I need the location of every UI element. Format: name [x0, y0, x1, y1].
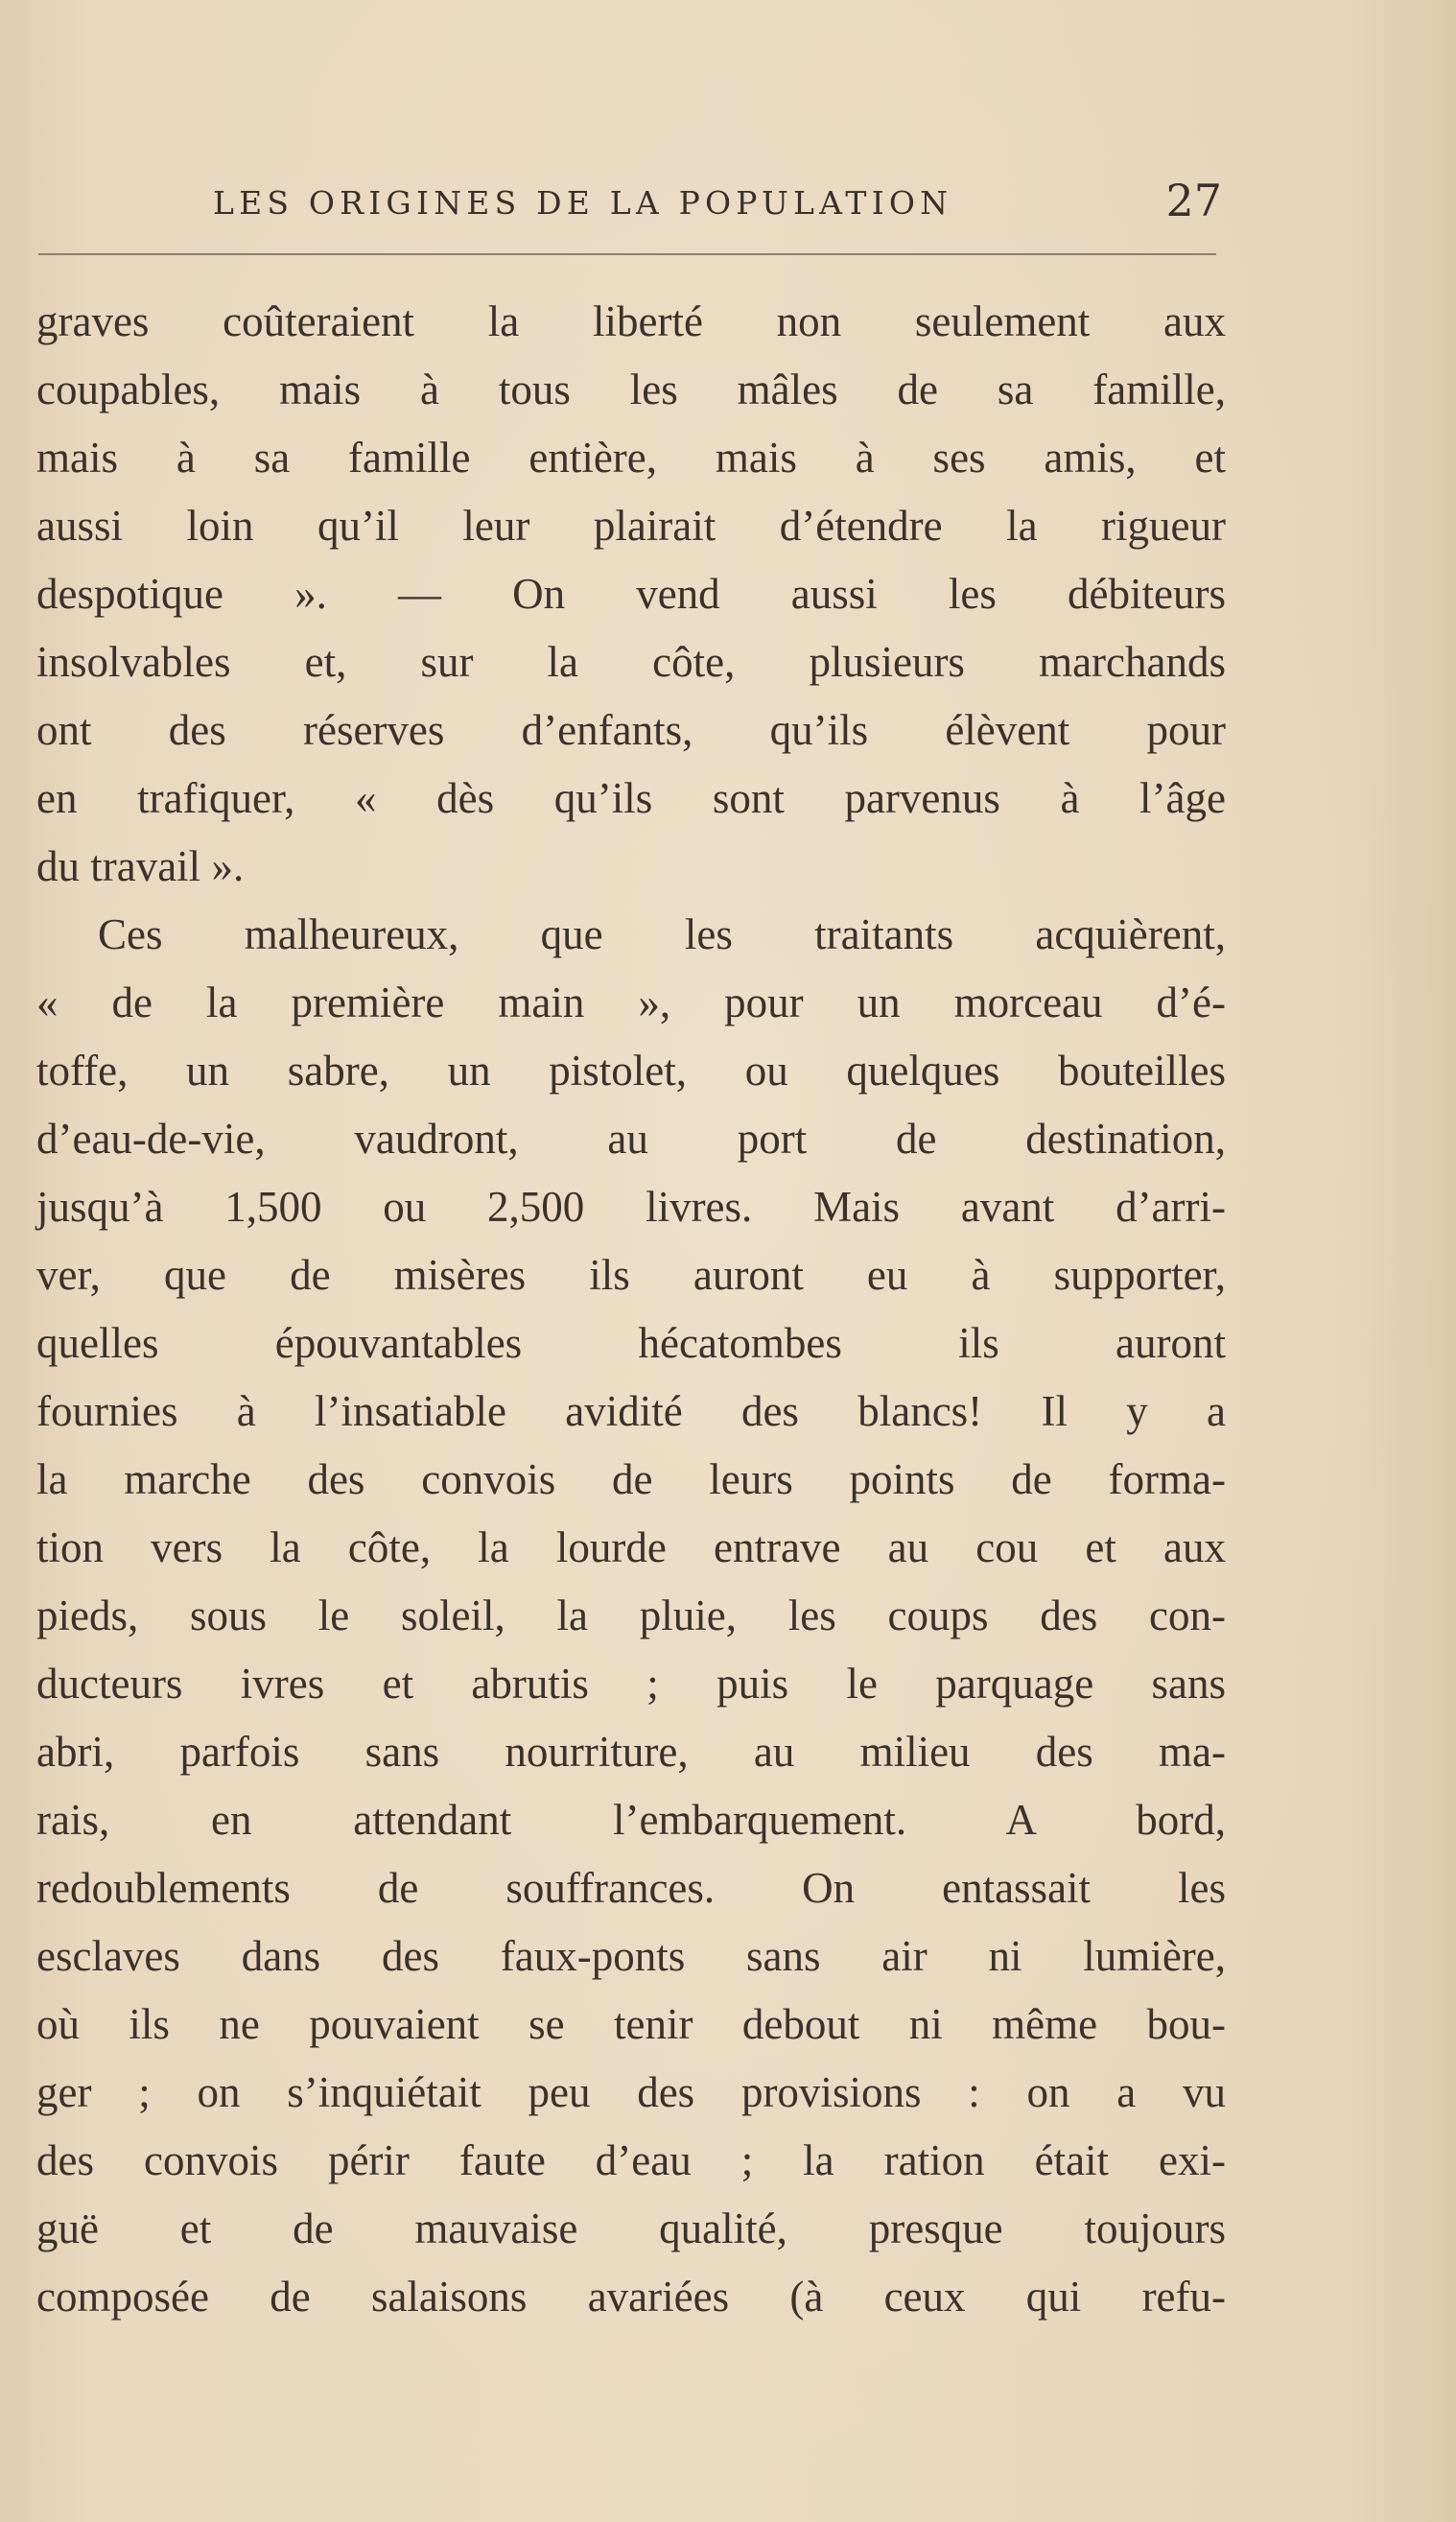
text-line: tion vers la côte, la lourde entrave au cou et aux	[36, 1523, 1226, 1571]
text-line: insolvables et, sur la côte, plusieurs marchands	[36, 638, 1226, 686]
text-line: quelles épouvantables hécatombes ils auront	[36, 1319, 1226, 1367]
text-line: ger ; on s’inquiétait peu des provisions : on a vu	[36, 2068, 1226, 2116]
text-line: mais à sa famille entière, mais à ses amis, et	[36, 434, 1226, 482]
text-line: jusqu’à 1,500 ou 2,500 livres. Mais avant d’arri-	[36, 1183, 1226, 1231]
header-rule	[38, 253, 1216, 255]
text-line: coupables, mais à tous les mâles de sa famille,	[36, 365, 1226, 413]
text-line: fournies à l’insatiable avidité des blancs! Il y a	[36, 1387, 1226, 1435]
text-line: rais, en attendant l’embarquement. A bord,	[36, 1796, 1226, 1844]
text-line: aussi loin qu’il leur plairait d’étendre la rigueur	[36, 502, 1226, 550]
text-line: ont des réserves d’enfants, qu’ils élèvent pour	[36, 706, 1226, 754]
text-line: « de la première main », pour un morceau d’é-	[36, 978, 1226, 1026]
text-line: esclaves dans des faux-ponts sans air ni lumière,	[36, 1932, 1226, 1980]
text-line: toffe, un sabre, un pistolet, ou quelques bouteilles	[36, 1047, 1226, 1095]
text-line: d’eau-de-vie, vaudront, au port de destination,	[36, 1115, 1226, 1163]
text-line: ver, que de misères ils auront eu à supporter,	[36, 1251, 1226, 1299]
text-line: despotique ». — On vend aussi les débiteurs	[36, 570, 1226, 618]
text-line: graves coûteraient la liberté non seulement aux	[36, 297, 1226, 345]
text-line: pieds, sous le soleil, la pluie, les coups des con-	[36, 1591, 1226, 1639]
text-line: composée de salaisons avariées (à ceux qui refu-	[36, 2273, 1226, 2321]
text-line: la marche des convois de leurs points de forma-	[36, 1455, 1226, 1503]
text-line: ducteurs ivres et abrutis ; puis le parquage sans	[36, 1660, 1226, 1708]
running-title: LES ORIGINES DE LA POPULATION	[213, 184, 953, 222]
text-line: redoublements de souffrances. On entassait les	[36, 1864, 1226, 1912]
text-line: en trafiquer, « dès qu’ils sont parvenus à l’âge	[36, 774, 1226, 822]
page-header	[213, 175, 1222, 242]
text-line: des convois périr faute d’eau ; la ration était exi-	[36, 2136, 1226, 2184]
paragraph-start-line: Ces malheureux, que les traitants acquièrent,	[98, 910, 1226, 958]
body-text	[36, 288, 1226, 2331]
page-number: 27	[1165, 175, 1222, 226]
text-line: guë et de mauvaise qualité, presque toujours	[36, 2204, 1226, 2252]
paragraph-end-line: du travail ».	[36, 842, 245, 890]
text-line: abri, parfois sans nourriture, au milieu des ma-	[36, 1728, 1226, 1776]
text-line: où ils ne pouvaient se tenir debout ni même bou-	[36, 2000, 1226, 2048]
